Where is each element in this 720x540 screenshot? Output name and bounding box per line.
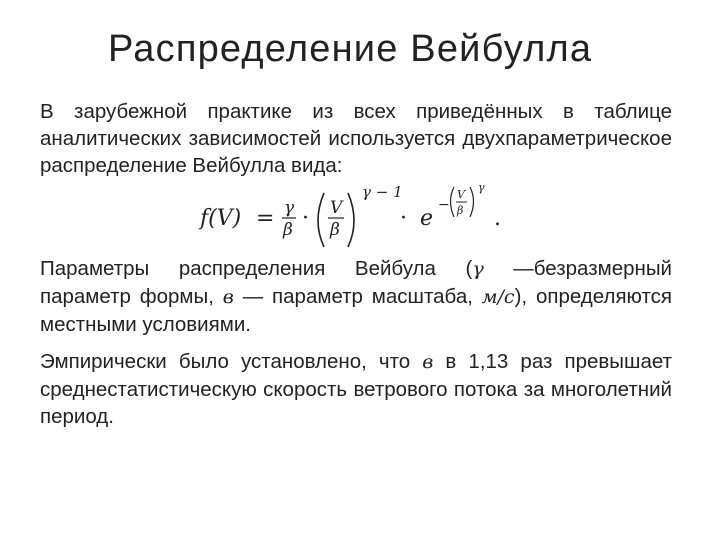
paragraph-intro: В зарубежной практике из всех приведённых в таблице аналитических зависимостей используется двухпараметрическое распределение Вейбулла вида: xyxy=(40,100,672,177)
left-paren xyxy=(318,193,324,247)
formula-e: e xyxy=(420,206,434,231)
right-paren xyxy=(348,193,354,247)
small-left-paren xyxy=(451,187,455,217)
fraction2-numerator: V xyxy=(330,198,343,218)
exponent-main: γ − 1 xyxy=(362,183,403,201)
formula-graphic xyxy=(200,183,520,249)
formula-period: . xyxy=(494,206,501,231)
formula-dot-1: · xyxy=(302,206,309,231)
small-fraction-numerator: V xyxy=(457,188,465,201)
small-right-paren xyxy=(470,187,474,217)
p2-unit: м/с xyxy=(481,286,515,308)
exponent-minus: − xyxy=(438,197,450,213)
fraction1-numerator: γ xyxy=(284,198,295,218)
paragraph-empirical xyxy=(40,348,672,430)
formula-equals: = xyxy=(256,206,275,231)
p3-text-b: в 1,13 раз превышает среднестатистическую скорость ветрового потока за многолетний период. xyxy=(40,350,672,428)
p2-beta: в xyxy=(222,286,234,308)
weibull-formula xyxy=(40,183,672,249)
p2-gamma: γ xyxy=(472,258,484,280)
p3-beta: в xyxy=(422,351,434,373)
p2-text-c: — параметр масштаба, xyxy=(233,285,482,308)
p2-text-d: ), определяются местными условиями. xyxy=(40,285,672,336)
p2-text-b: —безразмерный параметр формы, xyxy=(40,257,673,308)
small-fraction-denominator: β xyxy=(457,204,464,217)
p2-text-a: Параметры распределения Вейбула ( xyxy=(40,257,473,280)
slide-body xyxy=(40,98,672,430)
fraction2-denominator: β xyxy=(330,220,340,240)
formula-dot-2: · xyxy=(400,206,407,231)
small-exponent: γ xyxy=(478,181,485,194)
slide-title: Распределение Вейбулла xyxy=(108,28,593,70)
p3-text-a: Эмпирически было установлено, что xyxy=(40,350,423,373)
fraction1-denominator: β xyxy=(283,220,293,240)
formula-lhs: f(V) xyxy=(200,206,242,231)
paragraph-parameters xyxy=(40,255,672,338)
